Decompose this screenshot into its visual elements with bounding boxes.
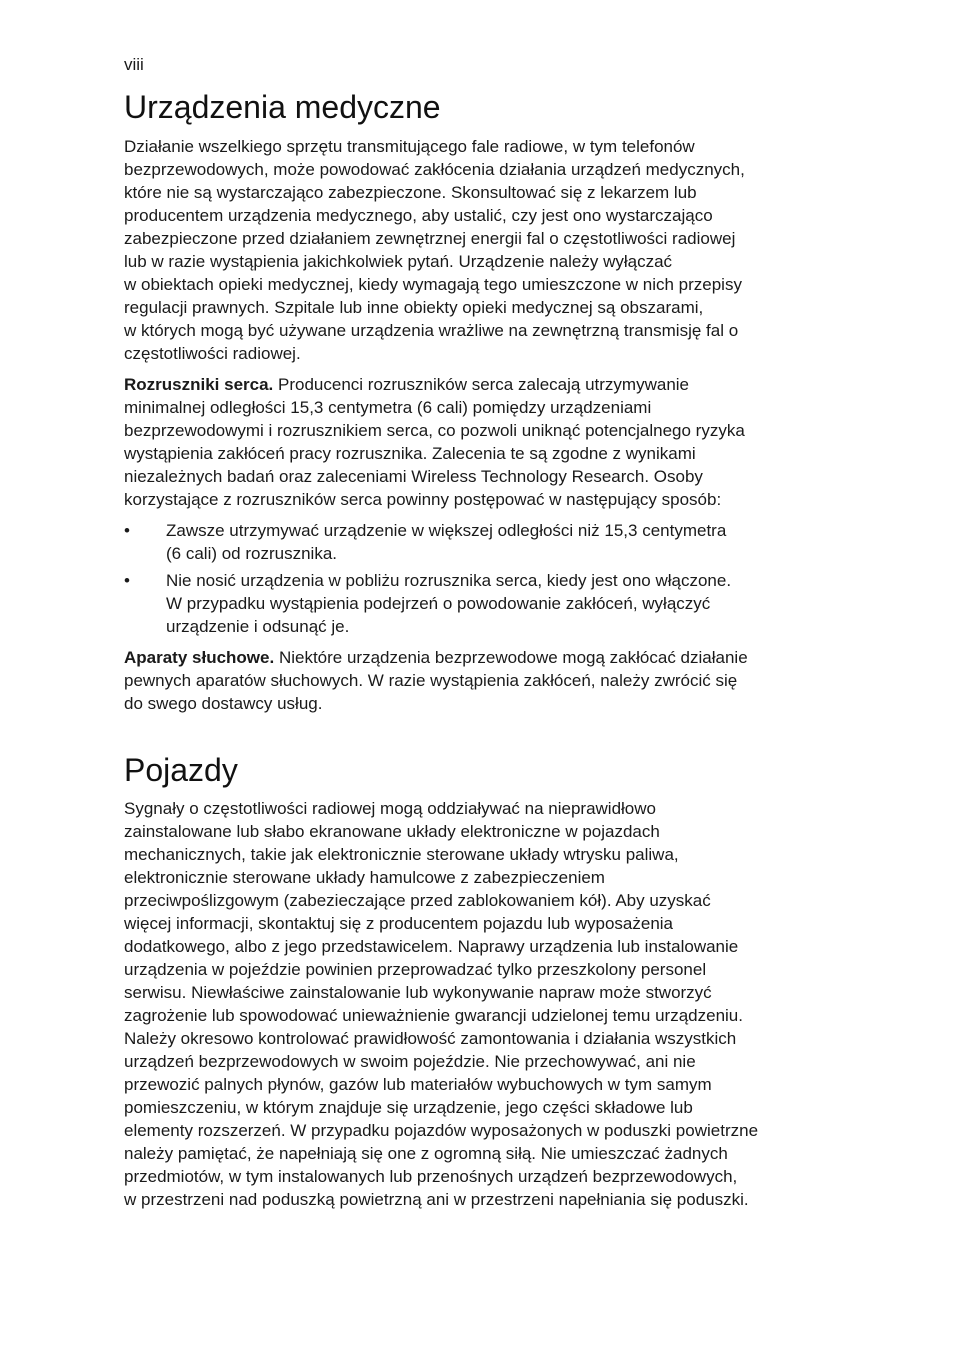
text-line: niezależnych badań oraz zaleceniami Wireless Technology Research. Osoby: [124, 467, 703, 486]
text-line: bezprzewodowych, może powodować zakłócenia działania urządzeń medycznych,: [124, 160, 745, 179]
text-line: dodatkowego, albo z jego przedstawicelem. Naprawy urządzenia lub instalowanie: [124, 937, 739, 956]
text-line: minimalnej odległości 15,3 centymetra (6 cali) pomiędzy urządzeniami: [124, 398, 652, 417]
text-line: producentem urządzenia medycznego, aby ustalić, czy jest ono wystarczająco: [124, 206, 713, 225]
text-line: zabezpieczone przed działaniem zewnętrznej energii fal o częstotliwości radiowej: [124, 229, 736, 248]
medical-devices-paragraph: [124, 135, 824, 365]
text-line: lub w razie wystąpienia jakichkolwiek pytań. Urządzenie należy wyłączać: [124, 252, 673, 271]
text-line: korzystające z rozruszników serca powinny postępować w następujący sposób:: [124, 490, 722, 509]
page-number: viii: [124, 55, 144, 74]
text-line: zainstalowane lub słabo ekranowane układy elektroniczne w pojazdach: [124, 822, 660, 841]
text-line: (6 cali) od rozrusznika.: [166, 544, 338, 563]
hearing-aids-lead: Aparaty słuchowe.: [124, 648, 275, 667]
bullet-icon: •: [124, 571, 130, 590]
pacemaker-advice-list: [124, 519, 824, 638]
pacemakers-paragraph: [124, 373, 824, 511]
text-line: Zawsze utrzymywać urządzenie w większej odległości niż 15,3 centymetra: [166, 521, 727, 540]
text-line: Działanie wszelkiego sprzętu transmitującego fale radiowe, w tym telefonów: [124, 137, 695, 156]
bullet-icon: •: [124, 521, 130, 540]
text-line: Nie nosić urządzenia w pobliżu rozrusznika serca, kiedy jest ono włączone.: [166, 571, 732, 590]
text-line: przedmiotów, w tym instalowanych lub przenośnych urządzeń bezprzewodowych,: [124, 1167, 738, 1186]
text-line: Należy okresowo kontrolować prawidłowość zamontowania i działania wszystkich: [124, 1029, 737, 1048]
section-title-vehicles: Pojazdy: [124, 752, 238, 788]
text-line: serwisu. Niewłaściwe zainstalowanie lub wykonywanie napraw może stworzyć: [124, 983, 712, 1002]
text-line: mechanicznych, takie jak elektronicznie sterowane układy wtrysku paliwa,: [124, 845, 679, 864]
text-line: częstotliwości radiowej.: [124, 344, 301, 363]
text-line: bezprzewodowymi i rozrusznikiem serca, co pozwoli uniknąć potencjalnego ryzyka: [124, 421, 745, 440]
text-line: [124, 373, 824, 396]
section-title-medical-devices: Urządzenia medyczne: [124, 89, 441, 125]
text-line: wystąpienia zakłóceń pracy rozrusznika. Zalecenia te są zgodne z wynikami: [124, 444, 696, 463]
text-line: w przestrzeni nad poduszką powietrzną ani w przestrzeni napełniania się poduszki.: [124, 1190, 749, 1209]
text-line: w których mogą być używane urządzenia wrażliwe na zewnętrzną transmisję fal o: [124, 321, 739, 340]
list-item: [124, 569, 824, 638]
text-line: należy pamiętać, że napełniają się one z ogromną siłą. Nie umieszczać żadnych: [124, 1144, 728, 1163]
text-line: urządzeń bezprzewodowych w swoim pojeździe. Nie przechowywać, ani nie: [124, 1052, 696, 1071]
text-line: pomieszczeniu, w którym znajduje się urządzenie, jego części składowe lub: [124, 1098, 693, 1117]
text-line: urządzenie i odsunąć je.: [166, 617, 350, 636]
text-line: pewnych aparatów słuchowych. W razie wystąpienia zakłóceń, należy zwrócić się: [124, 671, 738, 690]
text-line: urządzenia w pojeździe powinien przeprowadzać tylko przeszkolony personel: [124, 960, 707, 979]
text-line: zagrożenie lub spowodować unieważnienie gwarancji udzielonej temu urządzeniu.: [124, 1006, 743, 1025]
text-line: które nie są wystarczająco zabezpieczone. Skonsultować się z lekarzem lub: [124, 183, 697, 202]
text-line: elektronicznie sterowane układy hamulcowe z zabezpieczeniem: [124, 868, 605, 887]
text-line: w obiektach opieki medycznej, kiedy wymagają tego umieszczone w nich przepisy: [124, 275, 742, 294]
document-page: [124, 55, 824, 1219]
text-line: przewozić palnych płynów, gazów lub materiałów wybuchowych w tym samym: [124, 1075, 712, 1094]
text-line: do swego dostawcy usług.: [124, 694, 323, 713]
text-line: Sygnały o częstotliwości radiowej mogą oddziaływać na nieprawidłowo: [124, 799, 656, 818]
hearing-aids-first-line: Niektóre urządzenia bezprzewodowe mogą zakłócać działanie: [274, 648, 748, 667]
text-line: regulacji prawnych. Szpitale lub inne obiekty opieki medycznej są obszarami,: [124, 298, 704, 317]
hearing-aids-paragraph: [124, 646, 824, 715]
text-line: elementy rozszerzeń. W przypadku pojazdów wyposażonych w poduszki powietrzne: [124, 1121, 759, 1140]
text-line: W przypadku wystąpienia podejrzeń o powodowanie zakłóceń, wyłączyć: [166, 594, 711, 613]
vehicles-paragraph: [124, 797, 824, 1211]
text-line: przeciwpoślizgowym (zabezieczające przed zablokowaniem kół). Aby uzyskać: [124, 891, 711, 910]
pacemakers-lead: Rozruszniki serca.: [124, 375, 274, 394]
list-item: [124, 519, 824, 565]
text-line: [124, 646, 824, 669]
pacemakers-first-line: Producenci rozruszników serca zalecają utrzymywanie: [273, 375, 690, 394]
text-line: więcej informacji, skontaktuj się z producentem pojazdu lub wyposażenia: [124, 914, 674, 933]
